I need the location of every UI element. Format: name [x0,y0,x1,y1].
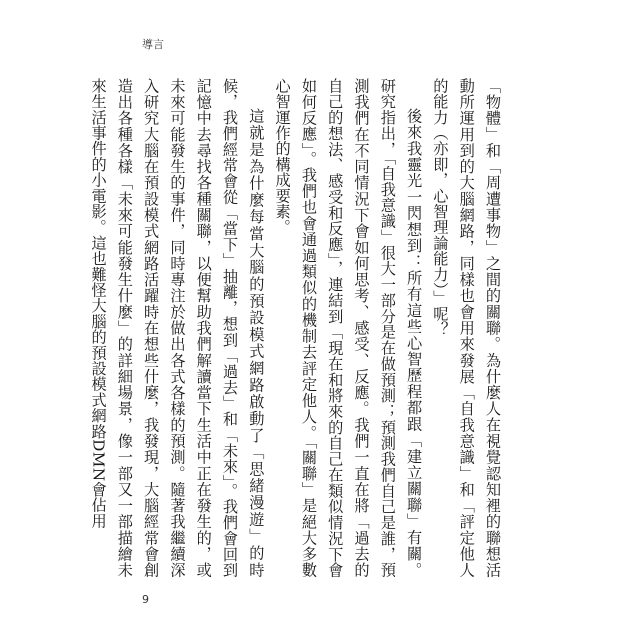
paragraph-1: 「物體」和「周遭事物」之間的關聯。為什麼人在視覺認知裡的聯想活動所運用到的大腦網路，同樣也會用來發展「自我意識」和「評定他人的能力（亦即，心智理論能力）」呢？ [431,78,502,578]
page-number: 9 [142,593,149,606]
body-text [89,78,506,578]
chapter-header: 導言 [142,38,164,51]
paragraph-3: 這就是為什麼每當大腦的預設模式網路啟動了「思緒漫遊」的時候，我們經常會從「當下」抽離，想到「過去」和「未來」。我們會回到記憶中去尋找各種關聯，以便幫助我們解讀當下生活中正在發生的，或未來可能發生的事件，同時專注於做出各式各樣的預測。隨著我繼續深入研究大腦在預設模式網路活躍時在想些什麼，我發現，大腦經常會創造出各種各樣「未來可能發生什麼」的詳細場景，像一部又一部描繪未來生活事件的小電影。這也難怪大腦的預設模式網路DMN會佔用 [89,78,266,578]
paragraph-2: 後來我靈光一閃想到：所有這些心智歷程都跟「建立關聯」有關。研究指出，「自我意識」很大一部分是在做預測；預測我們自己是誰，預測我們在不同情況下會如何思考、感受、反應。我們一直在將「過去的自己的想法、感受和反應」，連結到「現在和將來的自己在類似情況下會如何反應」。我們也會通過類似的機制去評定他人。「關聯」是絕大多數心智運作的構成要素。 [273,78,424,578]
